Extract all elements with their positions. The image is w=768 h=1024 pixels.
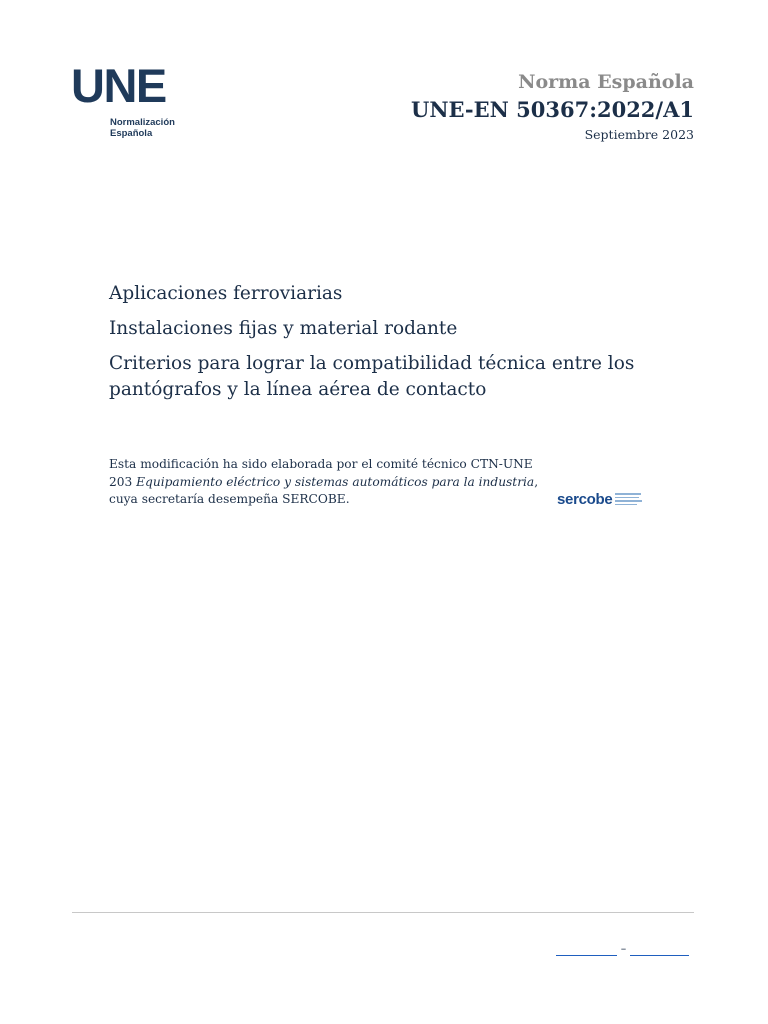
committee-statement <box>109 456 539 509</box>
committee-name: Equipamiento eléctrico y sistemas automáticos para la industria <box>136 474 535 489</box>
title-block <box>109 281 689 412</box>
footer-links <box>556 938 689 956</box>
footer-separator: – <box>620 942 627 955</box>
standard-header <box>411 69 694 144</box>
standard-code: UNE-EN 50367:2022/A1 <box>411 97 694 122</box>
sercobe-logo-tagline-icon <box>615 493 642 505</box>
une-logo-subtitle <box>110 117 191 139</box>
footer-divider <box>72 912 694 913</box>
title-line-3: Criterios para lograr la compatibilidad técnica entre los pantógrafos y la línea aérea de contacto <box>109 353 635 400</box>
publication-date: Septiembre 2023 <box>584 127 694 142</box>
title-line-2: Instalaciones fijas y material rodante <box>109 318 458 339</box>
committee-outro: , cuya secretaría desempeña SERCOBE. <box>109 474 539 506</box>
footer-link-1[interactable] <box>556 941 617 956</box>
une-logo-subtitle-line2: Española <box>110 128 153 139</box>
standard-label: Norma Española <box>518 71 694 93</box>
committee-intro: Esta modificación ha sido elaborada por el comité técnico CTN-UNE 203 <box>109 457 533 489</box>
sercobe-logo <box>557 488 642 510</box>
sercobe-logo-word: sercobe <box>557 490 613 508</box>
footer-link-2[interactable] <box>630 941 689 956</box>
title-line-1: Aplicaciones ferroviarias <box>109 283 343 304</box>
une-logo-mark: UNE <box>71 59 166 112</box>
une-logo <box>71 59 191 139</box>
une-logo-subtitle-line1: Normalización <box>110 117 175 128</box>
